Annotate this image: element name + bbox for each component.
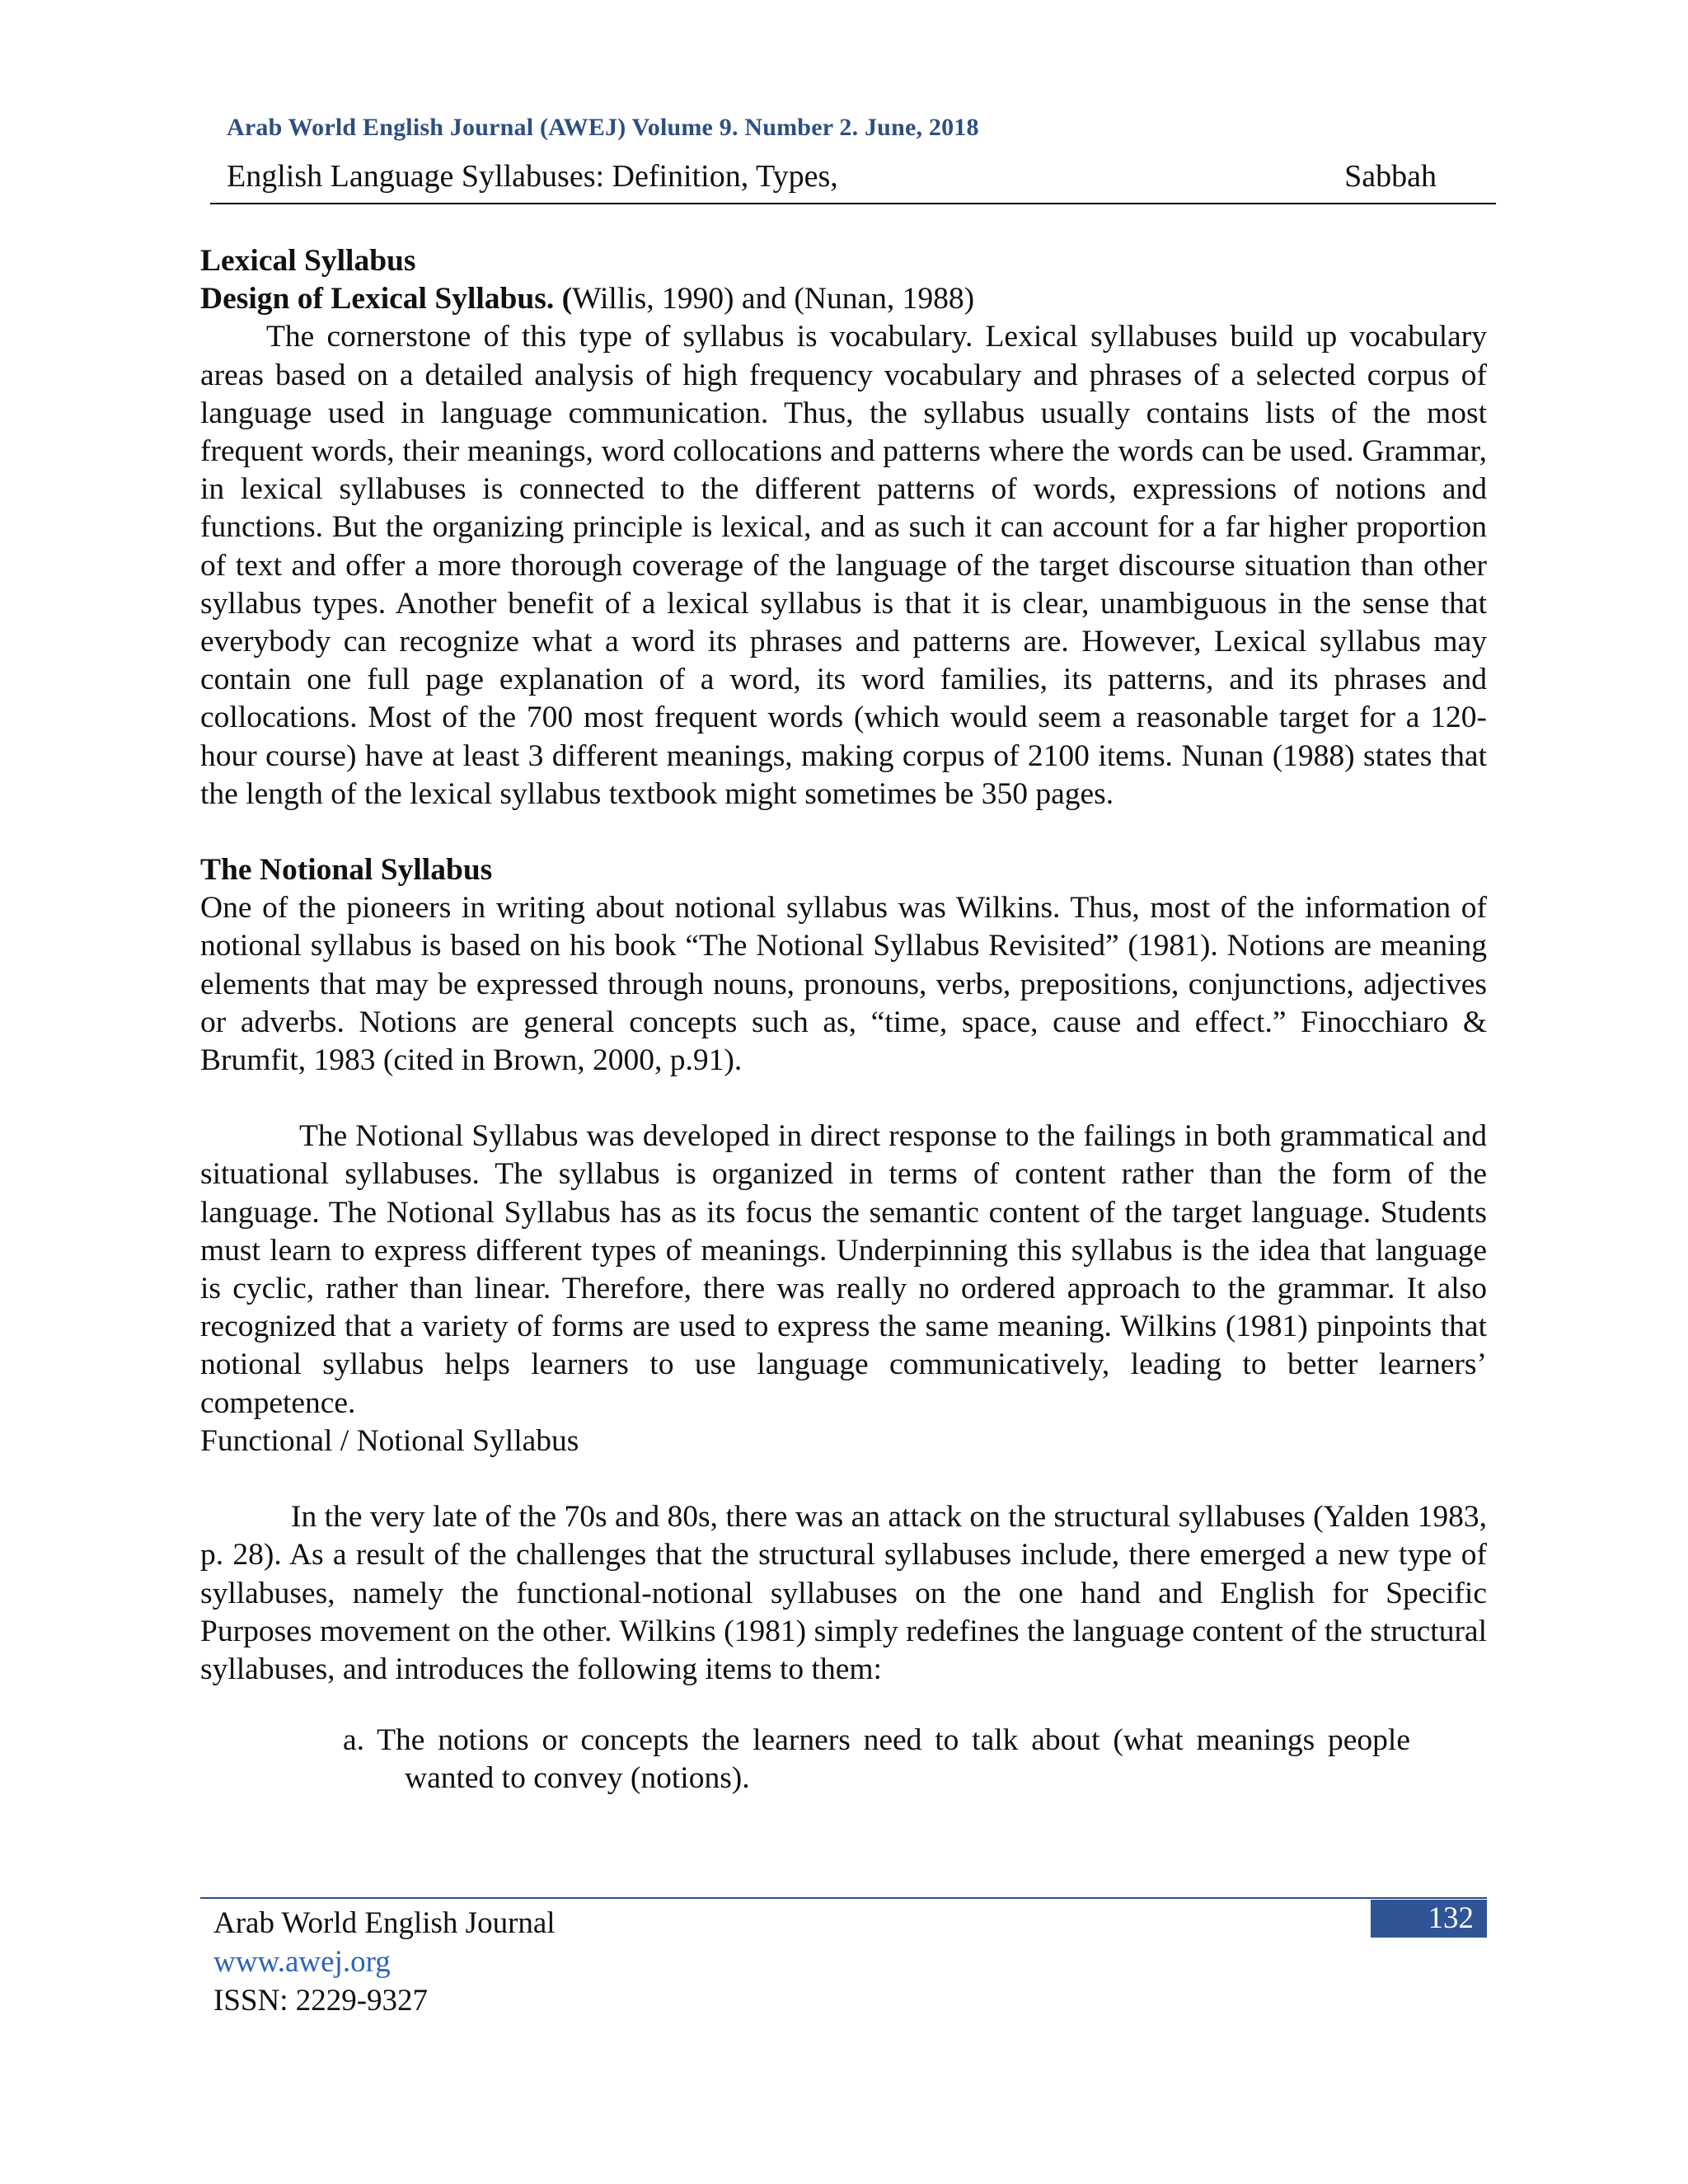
- journal-title: Arab World English Journal (AWEJ) Volume 9. Number 2. June, 2018: [227, 114, 979, 141]
- lexical-syllabus-heading: Lexical Syllabus: [200, 244, 416, 278]
- spacer: [200, 1460, 1487, 1498]
- running-author: Sabbah: [1344, 159, 1437, 194]
- notional-paragraph-2: The Notional Syllabus was developed in direct response to the failings in both grammatical and situational syllabuses. The syllabus is organized in terms of content rather than the form of the language. The Notional Syllabus has as its focus the semantic content of the target language. Students must learn to express different types of meanings. Underpinning this syllabus is the idea that language is cyclic, rather than linear. Therefore, there was really no ordered approach to the grammar. It also recognized that a variety of forms are used to express the same meaning. Wilkins (1981) pinpoints that notional syllabus helps learners to use language communicatively, leading to better learners’ competence.: [200, 1119, 1487, 1420]
- notional-syllabus-heading: The Notional Syllabus: [200, 853, 493, 888]
- lexical-design-subheading-bold: Design of Lexical Syllabus. (: [200, 282, 573, 316]
- header-divider: [210, 203, 1496, 204]
- footer: [213, 1904, 556, 2020]
- functional-notional-label: Functional / Notional Syllabus: [200, 1423, 579, 1458]
- running-title: English Language Syllabuses: Definition, Types,: [227, 159, 838, 194]
- footer-issn: ISSN: 2229-9327: [213, 1984, 429, 2018]
- lexical-paragraph: The cornerstone of this type of syllabus is vocabulary. Lexical syllabuses build up vocabulary areas based on a detailed analysis of high frequency vocabulary and phrases of a selected corpus of language used in language communication. Thus, the syllabus usually contains lists of the most frequent words, their meanings, word collocations and patterns where the words can be used. Grammar, in lexical syllabuses is connected to the different patterns of words, expressions of notions and functions. But the organizing principle is lexical, and as such it can account for a far higher proportion of text and offer a more thorough coverage of the language of the target discourse situation than other syllabus types. Another benefit of a lexical syllabus is that it is clear, unambiguous in the sense that everybody can recognize what a word its phrases and patterns are. However, Lexical syllabus may contain one full page explanation of a word, its word families, its patterns, and its phrases and collocations. Most of the 700 most frequent words (which would seem a reasonable target for a 120-hour course) have at least 3 different meanings, making corpus of 2100 items. Nunan (1988) states that the length of the lexical syllabus textbook might sometimes be 350 pages.: [200, 320, 1487, 811]
- functional-paragraph: In the very late of the 70s and 80s, there was an attack on the structural syllabuses (Yalden 1983, p. 28). As a result of the challenges that the structural syllabuses include, there emerged a new type of syllabuses, namely the functional-notional syllabuses on the one hand and English for Specific Purposes movement on the other. Wilkins (1981) simply redefines the language content of the structural syllabuses, and introduces the following items to them:: [200, 1500, 1487, 1686]
- footer-divider: [200, 1897, 1487, 1899]
- footer-website-link[interactable]: www.awej.org: [213, 1945, 391, 1979]
- notional-paragraph-1: One of the pioneers in writing about notional syllabus was Wilkins. Thus, most of the information of notional syllabus is based on his book “The Notional Syllabus Revisited” (1981). Notions are meaning elements that may be expressed through nouns, pronouns, verbs, prepositions, conjunctions, adjectives or adverbs. Notions are general concepts such as, “time, space, cause and effect.” Finocchiaro & Brumfit, 1983 (cited in Brown, 2000, p.91).: [200, 891, 1487, 1078]
- spacer: [200, 1080, 1487, 1118]
- running-head: [227, 158, 1437, 194]
- spacer: [200, 1689, 1487, 1722]
- spacer: [200, 813, 1487, 851]
- footer-journal-name: Arab World English Journal: [213, 1906, 556, 1940]
- lexical-design-subheading-citation: Willis, 1990) and (Nunan, 1988): [572, 282, 975, 316]
- page-number-badge: 132: [1371, 1900, 1487, 1938]
- list-item-a: a. The notions or concepts the learners need to talk about (what meanings people wanted to convey (notions).: [343, 1723, 1410, 1796]
- lexical-design-subheading: [200, 280, 1487, 318]
- page-body: [200, 242, 1487, 1798]
